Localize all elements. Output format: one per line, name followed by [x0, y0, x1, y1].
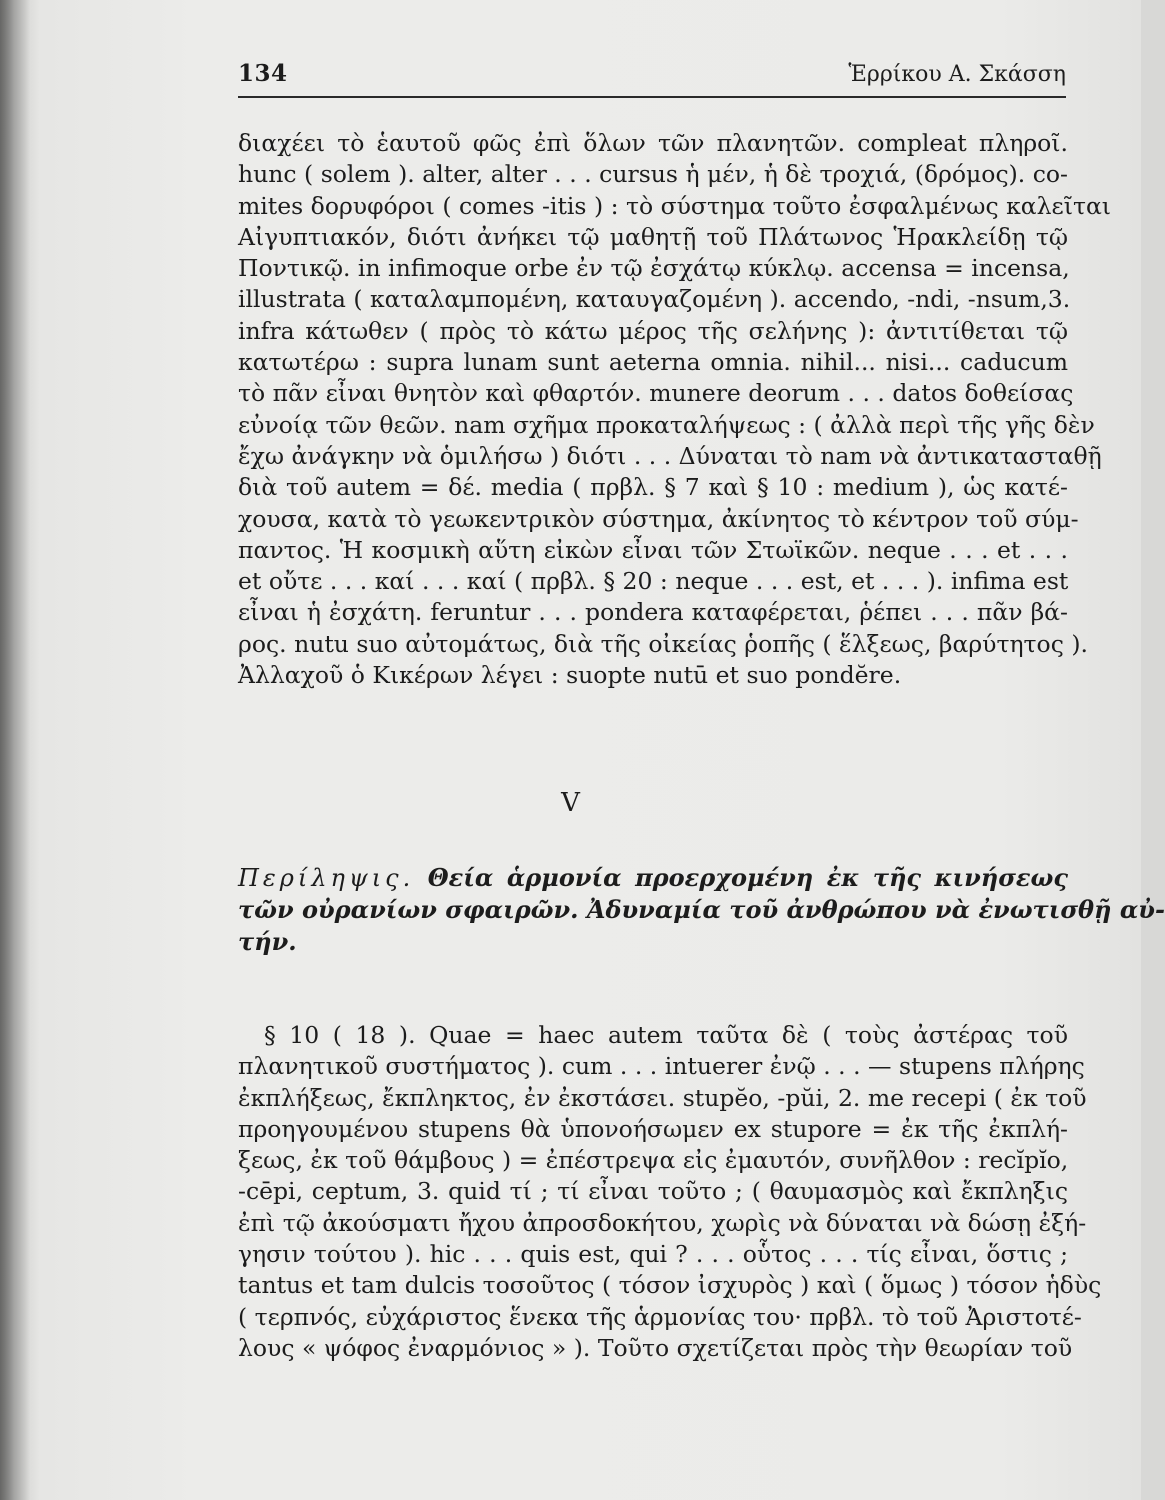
summary-line: [238, 862, 1068, 894]
commentary-paragraph-1: [238, 128, 1112, 691]
text-line: χουσα, κατὰ τὸ γεωκεντρικὸν σύστημα, ἀκίνητος τὸ κέντρον τοῦ σύμ-: [238, 504, 1079, 533]
text-line: εὐνοίᾳ τῶν θεῶν. nam σχῆμα προκαταλήψεως : ( ἀλλὰ περὶ τῆς γῆς δὲν: [238, 410, 1095, 439]
text-line: ἐπὶ τῷ ἀκούσματι ἤχου ἀπροσδοκήτου, χωρὶς νὰ δύναται νὰ δώσῃ ἐξή-: [238, 1208, 1087, 1237]
text-line: illustrata ( καταλαμπομένη, καταυγαζομένη ). accendo, -ndi, -nsum,3.: [238, 285, 1071, 314]
text-line: ἔχω ἀνάγκην νὰ ὁμιλήσω ) διότι . . . Δύναται τὸ nam νὰ ἀντικατασταθῇ: [238, 441, 1102, 470]
text-line: et οὔτε . . . καί . . . καί ( πρβλ. § 20 : neque . . . est, et . . . ). infima est: [238, 567, 1069, 596]
text-line: § 10 ( 18 ). Quae = haec autem ταῦτα δὲ ( τοὺς ἀστέρας τοῦ: [264, 1021, 1068, 1049]
text-line: ρος. nutu suo αὐτομάτως, διὰ τῆς οἰκείας ῥοπῆς ( ἕλξεως, βαρύτητος ).: [238, 629, 1088, 658]
text-line: ( τερπνός, εὐχάριστος ἕνεκα τῆς ἁρμονίας του· πρβλ. τὸ τοῦ Ἀριστοτέ-: [238, 1302, 1082, 1331]
text-line: Ἀλλαχοῦ ὁ Κικέρων λέγει : suopte nutū et suo pondĕre.: [238, 661, 902, 690]
text-line: λους « ψόφος ἐναρμόνιος » ). Τοῦτο σχετίζεται πρὸς τὴν θεωρίαν τοῦ: [238, 1333, 1073, 1362]
text-line: εἶναι ἡ ἐσχάτη. feruntur . . . pondera καταφέρεται, ῥέπει . . . πᾶν βά-: [238, 598, 1068, 627]
text-line: διὰ τοῦ autem = δέ. media ( πρβλ. § 7 καὶ § 10 : medium ), ὡς κατέ-: [238, 473, 1068, 502]
section-summary: [238, 862, 1165, 958]
text-line: Αἰγυπτιακόν, διότι ἀνήκει τῷ μαθητῇ τοῦ Πλάτωνος Ἡρακλείδῃ τῷ: [238, 222, 1068, 251]
text-line: προηγουμένου stupens θὰ ὑπονοήσωμεν ex stupore = ἐκ τῆς ἐκπλή-: [238, 1114, 1068, 1143]
summary-line: τῶν οὐρανίων σφαιρῶν. Ἀδυναμία τοῦ ἀνθρώπου νὰ ἐνωτισθῇ αὐ-: [238, 895, 1165, 924]
summary-label: Περίληψις.: [238, 864, 415, 892]
section-number: V: [561, 788, 580, 818]
text-line: τὸ πᾶν εἶναι θνητὸν καὶ φθαρτόν. munere deorum . . . datos δοθείσας: [238, 379, 1074, 408]
binding-shadow: [0, 0, 30, 1500]
text-line: -cēpi, ceptum, 3. quid τί ; τί εἶναι τοῦτο ; ( θαυμασμὸς καὶ ἔκπληξις: [238, 1177, 1068, 1206]
summary-text: Θεία ἁρμονία προερχομένη ἐκ τῆς κινήσεως: [427, 863, 1068, 892]
text-line: γησιν τούτου ). hic . . . quis est, qui ? . . . οὗτος . . . τίς εἶναι, ὅστις ;: [238, 1240, 1068, 1269]
text-line: παντος. Ἡ κοσμικὴ αὕτη εἰκὼν εἶναι τῶν Στωϊκῶν. neque . . . et . . .: [238, 535, 1068, 564]
page-header: [238, 56, 1066, 98]
summary-line: τήν.: [238, 927, 297, 956]
text-line: hunc ( solem ). alter, alter . . . cursus ἡ μέν, ἡ δὲ τροχιά, (δρόμος). co-: [238, 160, 1068, 189]
text-line: mites δορυφόροι ( comes -itis ) : τὸ σύστημα τοῦτο ἐσφαλμένως καλεῖται: [238, 191, 1112, 220]
commentary-paragraph-2: [238, 1020, 1102, 1364]
text-line: πλανητικοῦ συστήματος ). cum . . . intuerer ἐνῷ . . . — stupens πλήρης: [238, 1052, 1085, 1081]
text-line: tantus et tam dulcis τοσοῦτος ( τόσον ἰσχυρὸς ) καὶ ( ὅμως ) τόσον ἡδὺς: [238, 1271, 1102, 1300]
text-line: κατωτέρω : supra lunam sunt aeterna omnia. nihil... nisi... caducum: [238, 348, 1068, 377]
text-line: ἐκπλήξεως, ἔκπληκτος, ἐν ἐκστάσει. stupĕo, -pŭi, 2. me recepi ( ἐκ τοῦ: [238, 1083, 1087, 1112]
page-number: 134: [238, 60, 288, 87]
text-line: ξεως, ἐκ τοῦ θάμβους ) = ἐπέστρεψα εἰς ἐμαυτόν, συνῆλθον : recĭpĭo,: [238, 1146, 1069, 1175]
text-line: διαχέει τὸ ἑαυτοῦ φῶς ἐπὶ ὅλων τῶν πλανητῶν. compleat πληροῖ.: [238, 129, 1068, 157]
text-line: Ποντικῷ. in infimoque orbe ἐν τῷ ἐσχάτῳ κύκλῳ. accensa = incensa,: [238, 254, 1070, 283]
running-head: Ἑρρίκου Α. Σκάσση: [848, 62, 1066, 87]
text-line: infra κάτωθεν ( πρὸς τὸ κάτω μέρος τῆς σελήνης ): ἀντιτίθεται τῷ: [238, 316, 1068, 345]
